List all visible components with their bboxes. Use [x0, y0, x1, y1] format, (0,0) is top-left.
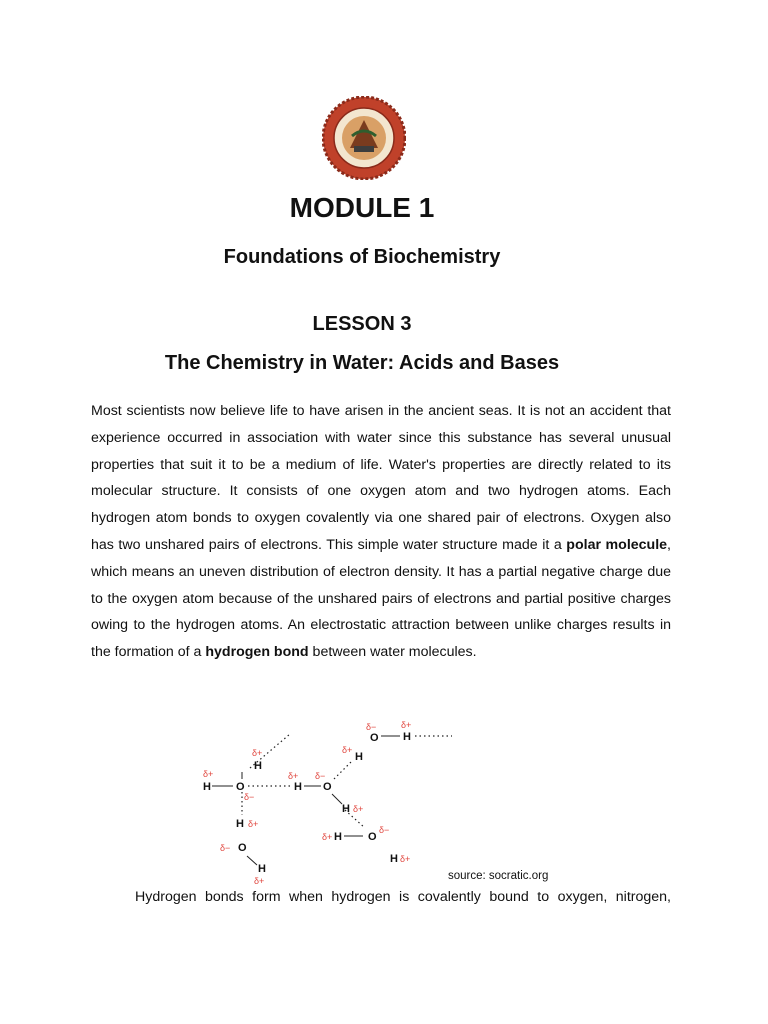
charge-label: δ−	[366, 722, 377, 732]
lesson-title: The Chemistry in Water: Acids and Bases	[164, 352, 560, 374]
atom-label: H	[236, 818, 244, 830]
atom-label: H	[342, 803, 350, 815]
hydrogen-bond-diagram	[190, 712, 480, 890]
charge-label: δ−	[220, 843, 231, 853]
atom-label: O	[368, 831, 377, 843]
paragraph-text: between water molecules.	[308, 644, 477, 661]
module-title: MODULE 1	[289, 192, 435, 223]
paragraph-2-start: Hydrogen bonds form when hydrogen is covalently bound to oxygen, nitrogen,	[135, 889, 671, 905]
atom-label: H	[355, 751, 363, 763]
lesson-label: LESSON 3	[312, 313, 412, 335]
charge-label: δ+	[288, 771, 299, 781]
atom-label: H	[390, 853, 398, 865]
atom-label: O	[238, 842, 247, 854]
term-polar-molecule: polar molecule	[566, 536, 668, 553]
charge-label: δ+	[252, 748, 263, 758]
atom-label: O	[236, 781, 245, 793]
image-source-caption: source: socratic.org	[448, 870, 549, 882]
atom-label: H	[258, 863, 266, 875]
university-seal-logo	[322, 96, 406, 180]
module-subtitle: Foundations of Biochemistry	[223, 246, 501, 268]
charge-label: δ+	[254, 876, 265, 886]
charge-label: δ+	[342, 745, 353, 755]
charge-label: δ+	[322, 832, 333, 842]
charge-label: δ+	[248, 819, 259, 829]
charge-label: δ+	[401, 720, 412, 730]
intro-paragraph	[91, 398, 671, 666]
charge-label: δ−	[244, 792, 255, 802]
atom-label: H	[254, 760, 262, 772]
atom-label: O	[323, 781, 332, 793]
charge-label: δ+	[203, 769, 214, 779]
paragraph-text: , which means an uneven distribution of electron density. It has a partial negative charge due to the oxygen atom because of the unshared pairs of electrons and partial positive charges owing to the hydrogen atoms. An electrostatic attraction between unlike charges results in the formation of a	[91, 536, 671, 661]
charge-label: δ−	[379, 825, 390, 835]
charge-label: δ−	[315, 771, 326, 781]
atom-label: H	[294, 781, 302, 793]
paragraph-text: Most scientists now believe life to have arisen in the ancient seas. It is not an accident that experience occurred in association with water since this substance has several unusual properties that suit it to be a medium of life. Water's properties are directly related to its molecular structure. It consists of one oxygen atom and two hydrogen atoms. Each hydrogen atom bonds to oxygen covalently via one shared pair of electrons. Oxygen also has two unshared pairs of electrons. This simple water structure made it a	[91, 403, 671, 553]
charge-label: δ+	[400, 854, 411, 864]
atom-label: H	[203, 781, 211, 793]
atom-label: H	[403, 731, 411, 743]
charge-label: δ+	[353, 804, 364, 814]
atom-label: O	[370, 732, 379, 744]
atom-label: H	[334, 831, 342, 843]
term-hydrogen-bond: hydrogen bond	[205, 644, 309, 661]
